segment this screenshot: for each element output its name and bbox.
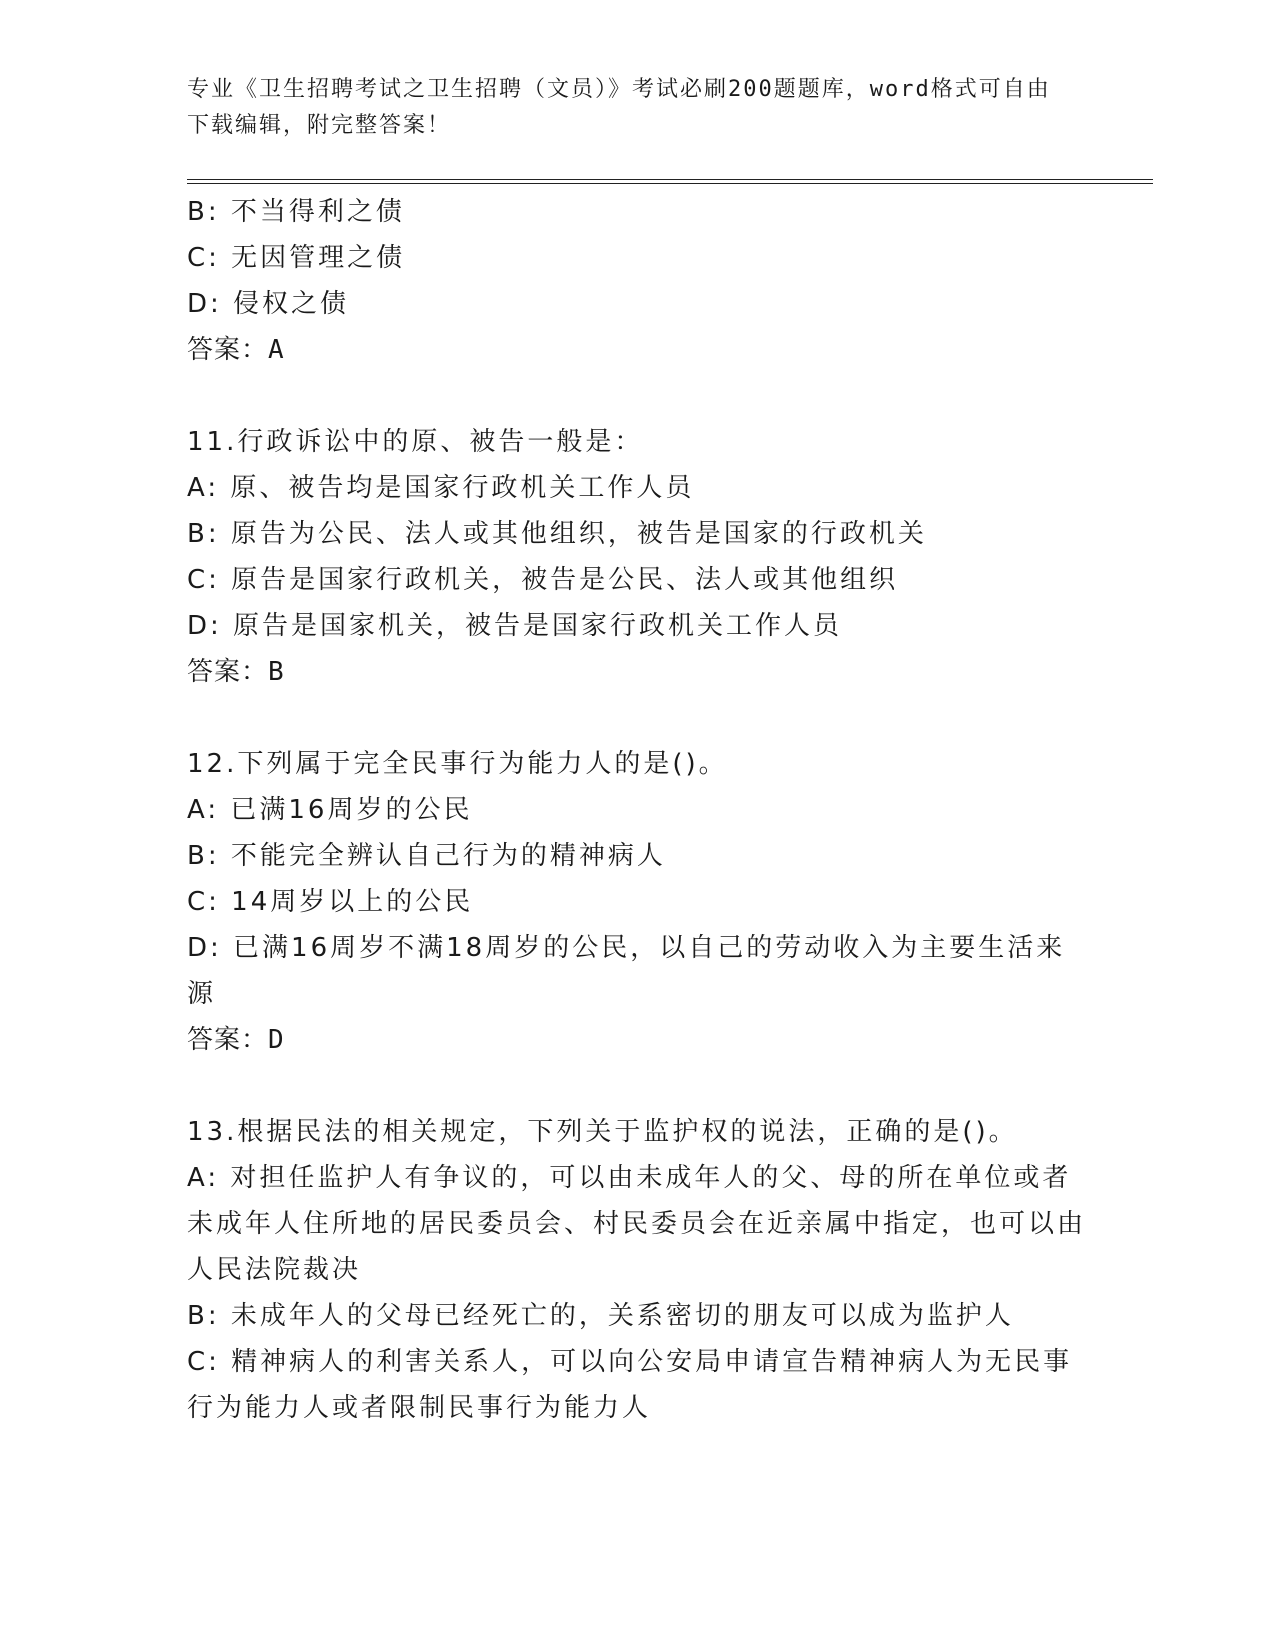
answer-line: 答案：B [187, 657, 285, 687]
option-b: B: 不能完全辨认自己行为的精神病人 [187, 841, 666, 871]
question-text: 13.根据民法的相关规定，下列关于监护权的说法，正确的是()。 [187, 1117, 1018, 1147]
option-c: C: 精神病人的利害关系人，可以向公安局申请宣告精神病人为无民事行为能力人或者限制民事行为能力人 [187, 1347, 1073, 1423]
option-c: C: 原告是国家行政机关，被告是公民、法人或其他组织 [187, 565, 899, 595]
question-block [187, 189, 1087, 373]
block-spacer [187, 1063, 1087, 1109]
option-d: D: 已满16周岁不满18周岁的公民，以自己的劳动收入为主要生活来源 [187, 933, 1066, 1009]
question-text: 12.下列属于完全民事行为能力人的是()。 [187, 749, 728, 779]
header-rule-bottom [187, 183, 1153, 184]
question-list [187, 189, 1087, 1431]
block-spacer [187, 373, 1087, 419]
option-b: B: 不当得利之债 [187, 197, 405, 227]
option-d: D: 侵权之债 [187, 289, 350, 319]
option-c: C: 无因管理之债 [187, 243, 406, 273]
option-d: D: 原告是国家机关，被告是国家行政机关工作人员 [187, 611, 843, 641]
question-block [187, 741, 1087, 1063]
option-b: B: 原告为公民、法人或其他组织，被告是国家的行政机关 [187, 519, 927, 549]
option-a: A: 已满16周岁的公民 [187, 795, 473, 825]
question-text: 11.行政诉讼中的原、被告一般是： [187, 427, 644, 457]
option-c: C: 14周岁以上的公民 [187, 887, 474, 917]
document-header: 专业《卫生招聘考试之卫生招聘（文员）》考试必刷200题题库，word格式可自由下载编辑，附完整答案！ [187, 77, 1051, 138]
answer-line: 答案：D [187, 1025, 285, 1055]
question-block [187, 1109, 1087, 1431]
option-a: A: 原、被告均是国家行政机关工作人员 [187, 473, 695, 503]
block-spacer [187, 695, 1087, 741]
header-rule-top [187, 179, 1153, 180]
answer-line: 答案：A [187, 335, 285, 365]
question-block [187, 419, 1087, 695]
option-a: A: 对担任监护人有争议的，可以由未成年人的父、母的所在单位或者未成年人住所地的居民委员会、村民委员会在近亲属中指定，也可以由人民法院裁决 [187, 1163, 1087, 1285]
option-b: B: 未成年人的父母已经死亡的，关系密切的朋友可以成为监护人 [187, 1301, 1014, 1331]
